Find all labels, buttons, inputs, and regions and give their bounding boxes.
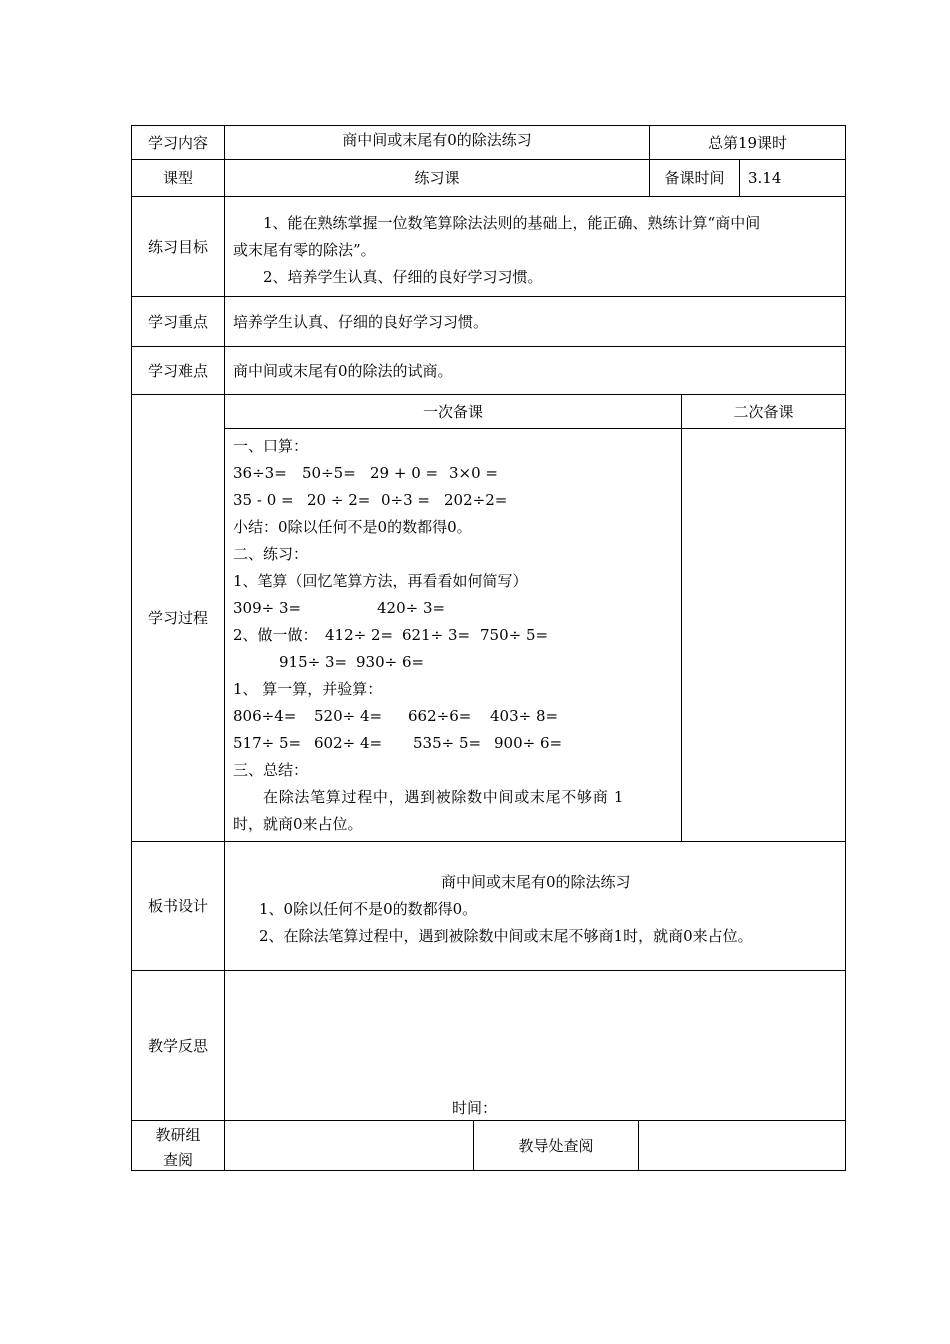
oral-r1-a: 36÷3= — [233, 464, 287, 482]
label-text: 练习目标 — [147, 237, 208, 256]
prep-date-cell — [739, 159, 846, 197]
label-text: 学习过程 — [147, 609, 208, 627]
practice-2-d: 915÷ 3= — [279, 653, 348, 671]
label-study-content — [131, 125, 225, 160]
topic-text: 商中间或末尾有0的除法练习 — [342, 131, 532, 149]
label-board — [131, 841, 225, 971]
board-line-1: 1、0除以任何不是0的数都得0。 — [259, 900, 478, 918]
practice-2-e: 930÷ 6= — [356, 653, 425, 671]
focus-text: 培养学生认真、仔细的良好学习习惯。 — [233, 312, 489, 331]
practice-2-b: 621÷ 3= — [402, 626, 471, 644]
oral-r2-b: 20 ÷ 2= — [307, 491, 371, 509]
practice-1-title: 1、笔算（回忆笔算方法，再看看如何简写） — [233, 572, 528, 590]
review-group-value — [224, 1120, 474, 1171]
label-reflection — [131, 970, 225, 1121]
practice-3-h: 900÷ 6= — [494, 734, 563, 752]
first-prep-header — [224, 394, 682, 429]
section-3-title: 三、总结： — [233, 761, 309, 779]
goal-line-2: 或末尾有零的除法”。 — [233, 241, 376, 259]
practice-1-a: 309÷ 3= — [233, 599, 302, 617]
conclusion-line-2: 时，就商0来占位。 — [233, 815, 363, 833]
practice-3-e: 517÷ 5= — [233, 734, 302, 752]
summary-1: 小结：0除以任何不是0的数都得0。 — [233, 518, 472, 536]
review-group-label-1: 教研组 — [155, 1126, 201, 1144]
review-group-label-cell — [131, 1120, 225, 1171]
oral-r2-c: 0÷3 = — [381, 491, 430, 509]
review-group-label-2: 查阅 — [162, 1151, 193, 1169]
label-text: 学习内容 — [147, 133, 208, 152]
header-text: 二次备课 — [733, 402, 794, 421]
prep-time-label-cell — [649, 159, 740, 197]
oral-r2-d: 202÷2= — [444, 491, 508, 509]
practice-3-title: 1、 算一算，并验算： — [233, 680, 383, 698]
oral-r2-a: 35 - 0 = — [233, 491, 294, 509]
first-prep-content — [224, 428, 682, 842]
section-1-title: 一、口算： — [233, 437, 309, 455]
oral-r1-c: 29 + 0 = — [370, 464, 439, 482]
oral-r1-d: 3×0 = — [449, 464, 498, 482]
section-2-title: 二、练习： — [233, 545, 309, 563]
second-prep-content — [681, 428, 846, 842]
topic-cell — [224, 125, 650, 160]
lesson-number: 总第19课时 — [707, 133, 788, 152]
practice-3-d: 403÷ 8= — [490, 707, 559, 725]
label-text: 教学反思 — [147, 1036, 208, 1055]
reflection-cell — [224, 970, 846, 1121]
label-text: 学习难点 — [147, 361, 208, 380]
lesson-type-cell — [224, 159, 650, 197]
prep-date-value: 3.14 — [748, 169, 782, 187]
label-lesson-type — [131, 159, 225, 197]
label-process — [131, 394, 225, 842]
practice-3-g: 535÷ 5= — [413, 734, 482, 752]
label-difficulty — [131, 346, 225, 395]
prep-time-label: 备课时间 — [664, 169, 725, 187]
goal-line-1: 1、能在熟练掌握一位数笔算除法法则的基础上，能正确、熟练计算“商中间 — [263, 214, 761, 232]
label-text: 学习重点 — [147, 312, 208, 331]
review-office-label: 教导处查阅 — [518, 1136, 594, 1155]
oral-r1-b: 50÷5= — [302, 464, 356, 482]
lesson-number-cell — [649, 125, 846, 160]
lesson-type-value: 练习课 — [414, 169, 460, 187]
review-office-label-cell — [473, 1120, 639, 1171]
board-cell — [224, 841, 846, 971]
reflection-time-label: 时间： — [452, 1099, 498, 1117]
label-text: 课型 — [162, 169, 193, 187]
practice-2-a: 412÷ 2= — [325, 626, 394, 644]
board-line-2: 2、在除法笔算过程中，遇到被除数中间或末尾不够商1时，就商0来占位。 — [259, 927, 753, 945]
difficulty-cell — [224, 346, 846, 395]
label-focus — [131, 296, 225, 347]
practice-2-c: 750÷ 5= — [480, 626, 549, 644]
difficulty-text: 商中间或末尾有0的除法的试商。 — [233, 361, 453, 380]
practice-1-b: 420÷ 3= — [377, 599, 446, 617]
second-prep-header — [681, 394, 846, 429]
conclusion-line-1: 在除法笔算过程中，遇到被除数中间或末尾不够商 1 — [263, 788, 625, 806]
header-text: 一次备课 — [422, 402, 483, 421]
review-office-value — [638, 1120, 846, 1171]
label-goals — [131, 196, 225, 297]
practice-3-b: 520÷ 4= — [314, 707, 383, 725]
goal-line-3: 2、培养学生认真、仔细的良好学习习惯。 — [263, 268, 543, 286]
practice-3-c: 662÷6= — [408, 707, 472, 725]
focus-cell — [224, 296, 846, 347]
practice-3-f: 602÷ 4= — [314, 734, 383, 752]
goals-cell — [224, 196, 846, 297]
label-text: 板书设计 — [147, 897, 208, 915]
board-title: 商中间或末尾有0的除法练习 — [441, 873, 631, 891]
practice-3-a: 806÷4= — [233, 707, 297, 725]
practice-2-lead: 2、做一做： — [233, 626, 318, 644]
